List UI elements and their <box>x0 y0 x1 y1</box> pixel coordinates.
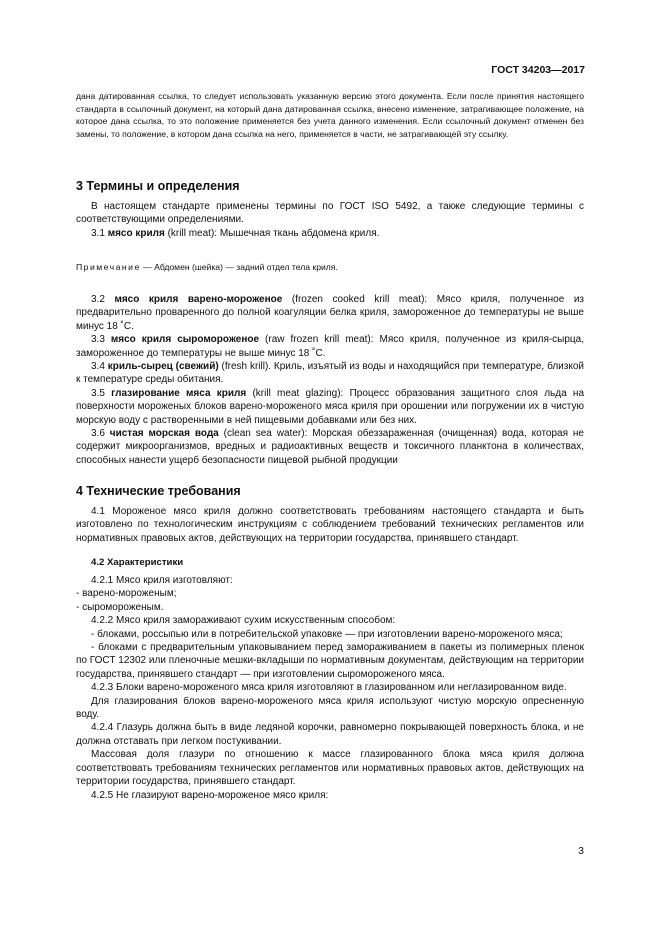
clause-4-2-4: 4.2.4 Глазурь должна быть в виде ледяной корочки, равномерно покрывающей поверхность блока, и не должна отставать при легком постукивании. <box>76 722 584 747</box>
page-number: 3 <box>578 845 584 857</box>
section-3-lead: В настоящем стандарте применены термины по ГОСТ ISO 5492, а также следующие термины с соответствующими определениями. <box>76 201 584 226</box>
term-3-3: 3.3 мясо криля сыромороженое (raw frozen krill meat): Мясо криля, полученное из криля-сырца, замороженное до температуры не выше минус 18 ˚С. <box>76 334 585 359</box>
intro-paragraph: дана датированная ссылка, то следует использовать указанную версию этого документа. Если после принятия настоящего стандарта в ссылочный документ, на который дана датированная ссылка, внесено изменение, затрагивающее положение, на которое дана ссылка, то это положение применяется без учета данного изменения. Если ссылочный документ отменен без замены, то положение, в котором дана ссылка на него, применяется в части, не затрагивающей эту ссылку. <box>76 91 584 139</box>
list-item-raw-frozen: - сыромороженым. <box>76 601 164 613</box>
document-code-header: ГОСТ 34203—2017 <box>491 64 585 76</box>
clause-4-2-3-glazing-water: Для глазирования блоков варено-мороженого мяса криля используют чистую морскую опресненную воду. <box>76 695 584 721</box>
clause-4-1: 4.1 Мороженое мясо криля должно соответствовать требованиям настоящего стандарта и быть изготовлено по технологическим инструкциям с соблюдением требований технических регламентов или нормативных правовых актов, действующих на территории государства, принявшего стандарт. <box>76 506 584 544</box>
subsection-4-2-title: 4.2 Характеристики <box>91 557 184 568</box>
term-3-5: 3.5 глазирование мяса криля (krill meat glazing): Процесс образования защитного слоя льда на поверхности мороженых блоков варено-мороженого мяса криля при орошении или погружении их в чистую морскую воду с растворенными в ней пищевыми добавками или без них. <box>76 387 585 426</box>
section-3-title: 3 Термины и определения <box>76 179 240 193</box>
list-item-boiled-frozen: - варено-мороженым; <box>76 588 177 600</box>
section-4-title: 4 Технические требования <box>76 484 241 498</box>
section-4-intro <box>76 505 584 545</box>
clause-4-2-3: 4.2.3 Блоки варено-мороженого мяса криля изготовляют в глазированном или неглазированном виде. <box>91 682 567 694</box>
list-item-blocks-packed: - блоками с предварительным упаковыванием перед замораживанием в пакеты из полимерных пленок по ГОСТ 12302 или пленочные мешки-вкладыши по нормативным документам, действующим на территории государства, принявшего стандарт — при изготовлении сыромороженого мяса. <box>76 642 584 680</box>
clause-4-2-4-glaze-share: Массовая доля глазури по отношению к массе глазированного блока мяса криля должна соответствовать требованиям технических регламентов или нормативных правовых актов, действующих на территории государства, принявшего стандарт. <box>76 749 584 788</box>
terms-list <box>76 293 584 467</box>
section-4-2-body <box>76 574 584 802</box>
term-3-6: 3.6 чистая морская вода (clean sea water): Морская обеззараженная (очищенная) вода, которая не содержит микроорганизмов, вредных и радиоактивных веществ и токсичного планктона в количествах, способных нанести ущерб безопасности пищевой рыбной продукции <box>76 428 584 466</box>
clause-4-2-2: 4.2.2 Мясо криля замораживают сухим искусственным способом: <box>91 615 396 627</box>
note-label: Примечание <box>76 262 141 272</box>
clause-4-2-5: 4.2.5 Не глазируют варено-мороженое мясо криля: <box>91 789 329 801</box>
list-item-blocks-bulk: - блоками, россыпью или в потребительской упаковке — при изготовлении варено-мороженого мяса; <box>91 628 563 640</box>
term-3-1: 3.1 мясо криля (krill meat): Мышечная ткань абдомена криля. <box>91 227 380 239</box>
section-3-body <box>76 200 584 240</box>
note-3-1 <box>76 262 584 272</box>
clause-4-2-1: 4.2.1 Мясо криля изготовляют: <box>91 575 233 586</box>
note-text: — Абдомен (шейка) — задний отдел тела криля. <box>140 262 338 272</box>
term-3-4: 3.4 криль-сырец (свежий) (fresh krill). Криль, изъятый из воды и находящийся при температуре, близкой к температуре среды обитания. <box>76 361 584 386</box>
term-3-2: 3.2 мясо криля варено-мороженое (frozen cooked krill meat): Мясо криля, полученное из предварительно проваренного до полной коагуляции белка криля, замороженное до температуры не выше минус 18 ˚С. <box>76 294 585 332</box>
